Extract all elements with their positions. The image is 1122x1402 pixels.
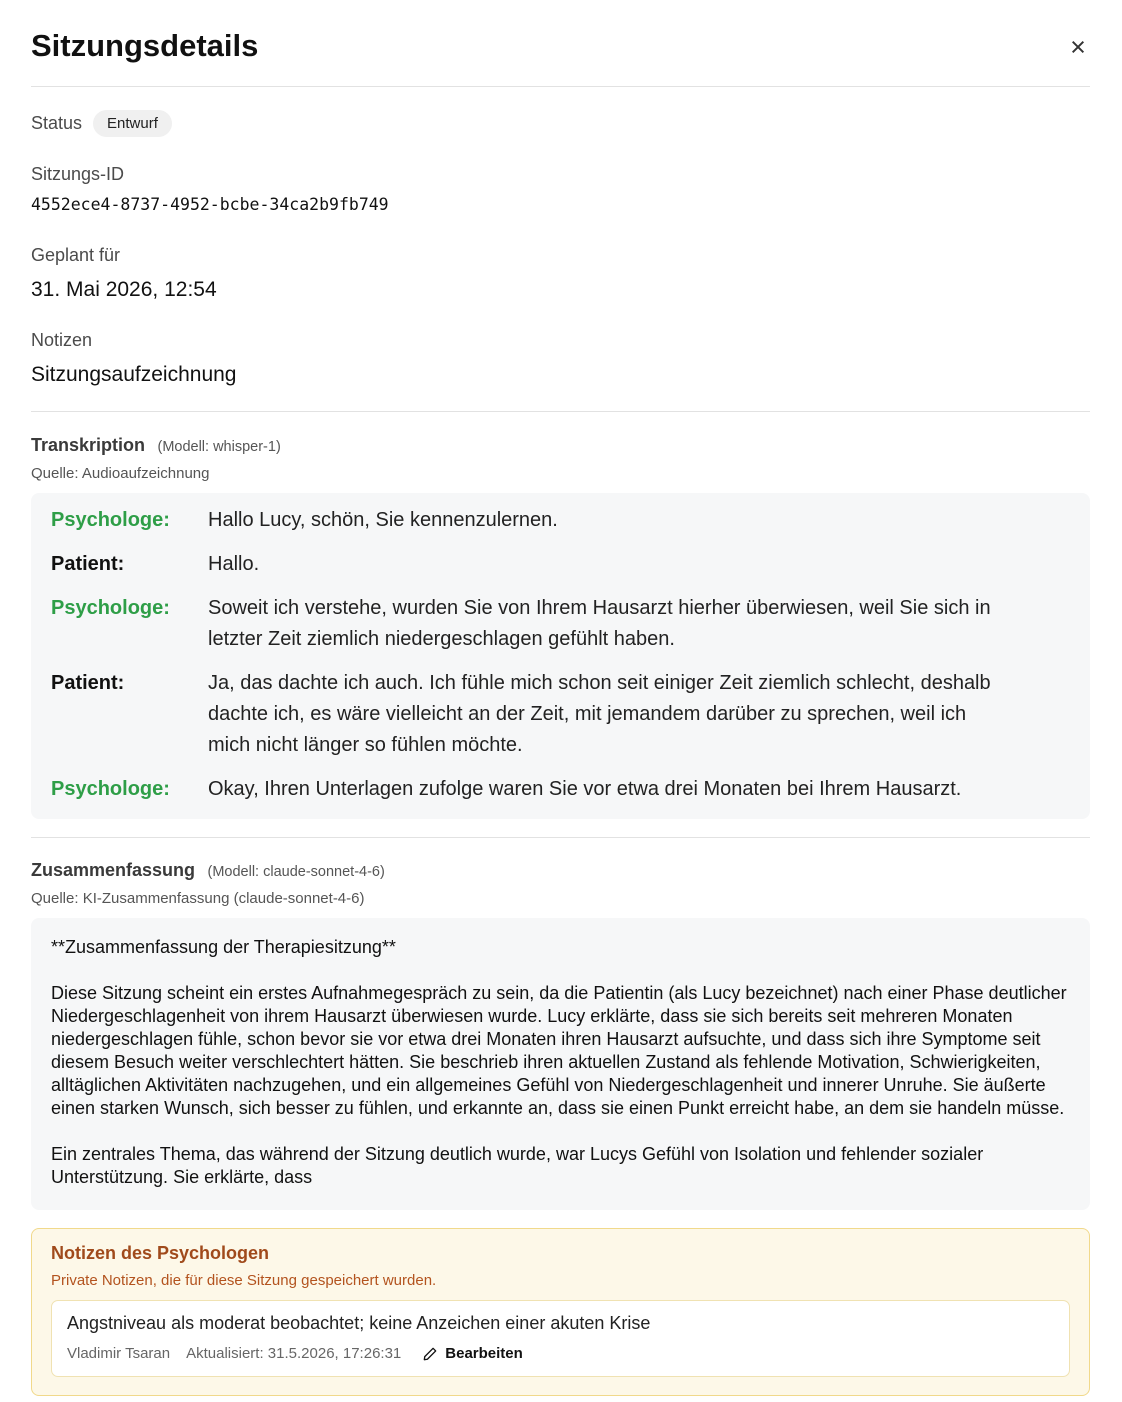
status-badge: Entwurf (93, 110, 172, 137)
note-updated: Aktualisiert: 31.5.2026, 17:26:31 (186, 1345, 402, 1362)
speaker-label: Patient: (51, 553, 125, 575)
notes-value: Sitzungsaufzeichnung (31, 363, 237, 386)
scheduled-label: Geplant für (31, 245, 121, 265)
summary-heading: **Zusammenfassung der Therapiesitzung** (51, 937, 396, 957)
transcript-turn (51, 774, 1070, 805)
note-item (51, 1300, 1070, 1377)
modal-header (31, 0, 1090, 87)
transcript-box (31, 493, 1090, 819)
summary-box (31, 918, 1090, 1210)
transcription-header (31, 435, 281, 482)
psych-notes-subtitle: Private Notizen, die für diese Sitzung gespeichert wurden. (51, 1272, 437, 1289)
session-id-value: 4552ece4-8737-4952-bcbe-34ca2b9fb749 (31, 195, 389, 214)
edit-label: Bearbeiten (445, 1345, 523, 1362)
speaker-label: Psychologe: (51, 509, 170, 531)
close-icon[interactable]: × (1070, 32, 1086, 62)
note-text: Angstniveau als moderat beobachtet; keine Anzeichen einer akuten Krise (67, 1313, 651, 1333)
status-label: Status (31, 113, 83, 133)
notes-field (31, 330, 236, 387)
utterance-text: Ja, das dachte ich auch. Ich fühle mich schon seit einiger Zeit ziemlich schlecht, deshalb dachte ich, es wäre vielleicht an der Zeit, mit jemandem darüber zu sprechen, weil ich mich nicht länger so fühlen möchte. (208, 672, 991, 756)
transcript-turn (51, 668, 1070, 761)
summary-title: Zusammenfassung (31, 860, 196, 880)
speaker-label: Psychologe: (51, 778, 170, 800)
scheduled-field (31, 245, 217, 302)
utterance-text: Soweit ich verstehe, wurden Sie von Ihrem Hausarzt hierher überwiesen, weil Sie sich in letzter Zeit ziemlich niedergeschlagen gefühlt haben. (208, 597, 991, 650)
session-id-field (31, 164, 389, 214)
note-author: Vladimir Tsaran (67, 1345, 171, 1362)
transcript-turn (51, 593, 1070, 655)
status-row (31, 110, 172, 137)
divider (31, 411, 1090, 412)
session-id-label: Sitzungs-ID (31, 164, 125, 184)
psych-notes-title: Notizen des Psychologen (51, 1243, 270, 1263)
transcript-turn (51, 505, 1070, 536)
pencil-icon (423, 1347, 437, 1361)
summary-header (31, 860, 385, 907)
speaker-label: Psychologe: (51, 597, 170, 619)
transcription-model: (Modell: whisper-1) (157, 439, 281, 455)
summary-paragraph: Ein zentrales Thema, das während der Sitzung deutlich wurde, war Lucys Gefühl von Isolation und fehlender sozialer Unterstützung. Sie erklärte, dass (51, 1144, 984, 1187)
transcription-source: Quelle: Audioaufzeichnung (31, 465, 210, 482)
scheduled-value: 31. Mai 2026, 12:54 (31, 278, 217, 301)
note-meta (67, 1345, 1054, 1362)
utterance-text: Hallo Lucy, schön, Sie kennenzulernen. (208, 509, 558, 531)
transcript-turn (51, 549, 1070, 580)
utterance-text: Hallo. (208, 553, 260, 575)
psychologist-notes-card (31, 1228, 1090, 1396)
utterance-text: Okay, Ihren Unterlagen zufolge waren Sie vor etwa drei Monaten bei Ihrem Hausarzt. (208, 778, 962, 800)
summary-paragraph: Diese Sitzung scheint ein erstes Aufnahmegespräch zu sein, da die Patientin (als Lucy bezeichnet) nach einer Phase deutlicher Niedergeschlagenheit von ihrem Hausarzt überwiesen wurde. Lucy erklärte, dass sie sich bereits seit mehreren Monaten niedergeschlagen fühle, schon bevor sie vor etwa drei Monaten ihren Hausarzt aufsuchte, und dass sich ihre Symptome seit diesem Besuch weiter verschlechtert hätten. Sie beschrieb ihren aktuellen Zustand als fehlende Motivation, Schwierigkeiten, alltäglichen Aktivitäten nachzugehen, und ein allgemeines Gefühl von Niedergeschlagenheit und innerer Unruhe. Sie äußerte einen starken Wunsch, sich besser zu fühlen, und erkannte an, dass sie einen Punkt erreicht habe, an dem sie handeln müsse. (51, 983, 1067, 1118)
notes-label: Notizen (31, 330, 93, 350)
divider (31, 837, 1090, 838)
modal-title: Sitzungsdetails (31, 28, 259, 63)
summary-source: Quelle: KI-Zusammenfassung (claude-sonnet-4-6) (31, 890, 365, 907)
summary-model: (Modell: claude-sonnet-4-6) (207, 864, 385, 880)
speaker-label: Patient: (51, 672, 125, 694)
transcription-title: Transkription (31, 435, 146, 455)
edit-note-button[interactable] (423, 1345, 539, 1362)
